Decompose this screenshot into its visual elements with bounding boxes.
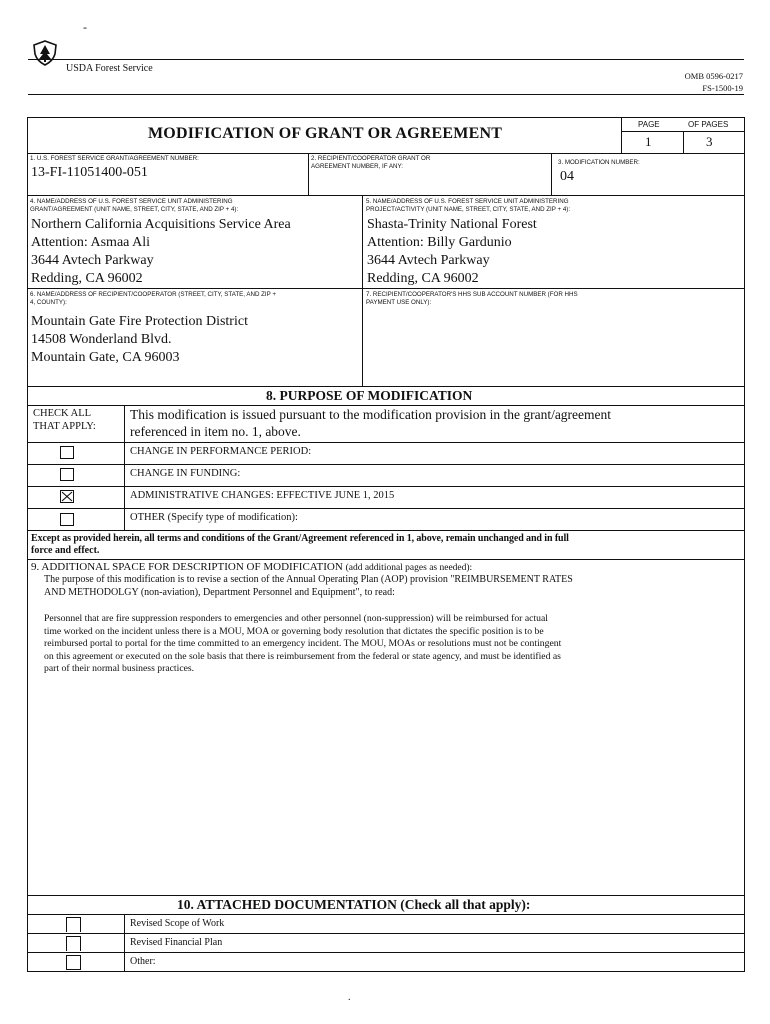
field5-label-2: PROJECT/ACTIVITY (UNIT NAME, STREET, CITY, STATE, AND ZIP + 4): — [366, 206, 571, 213]
option-administrative-changes: ADMINISTRATIVE CHANGES: EFFECTIVE JUNE 1, 2015 — [130, 490, 395, 501]
page-label: PAGE — [638, 120, 660, 129]
footer-dot: . — [348, 992, 351, 1003]
section10-title: 10. ATTACHED DOCUMENTATION (Check all that apply): — [177, 897, 531, 912]
page-number: 1 — [645, 134, 652, 149]
attachment-revised-financial: Revised Financial Plan — [130, 937, 223, 948]
fs-admin-attention: Attention: Asmaa Ali — [31, 235, 150, 250]
except-statement-1: Except as provided herein, all terms and conditions of the Grant/Agreement referenced in 1, above, remain unchanged and in full — [31, 533, 569, 544]
recipient-name: Mountain Gate Fire Protection District — [31, 314, 248, 329]
checkbox-performance-period[interactable] — [60, 446, 74, 459]
check-x-icon — [61, 491, 73, 502]
modification-number: 04 — [560, 169, 574, 184]
project-street: 3644 Avtech Parkway — [367, 253, 490, 268]
field3-label: 3. MODIFICATION NUMBER: — [558, 159, 640, 166]
project-city: Redding, CA 96002 — [367, 271, 479, 286]
field6-label-1: 6. NAME/ADDRESS OF RECIPIENT/COOPERATOR (STREET, CITY, STATE, AND ZIP + — [30, 291, 276, 298]
header-rule-top — [28, 59, 744, 60]
check-all-label-2: THAT APPLY: — [33, 421, 96, 432]
description-para1-line2: AND METHODOLGY (non-aviation), Department Personnel and Equipment", to read: — [44, 587, 395, 598]
agency-name: USDA Forest Service — [66, 63, 153, 74]
recipient-street: 14508 Wonderland Blvd. — [31, 332, 172, 347]
checkbox-other[interactable] — [60, 513, 74, 526]
checkbox-administrative-changes[interactable] — [60, 490, 74, 503]
project-unit-name: Shasta-Trinity National Forest — [367, 217, 537, 232]
checkbox-funding[interactable] — [60, 468, 74, 481]
modification-statement-1: This modification is issued pursuant to the modification provision in the grant/agreement — [130, 407, 612, 422]
field6-label-2: 4, COUNTY): — [30, 299, 67, 306]
recipient-city: Mountain Gate, CA 96003 — [31, 350, 180, 365]
field7-label-2: PAYMENT USE ONLY): — [366, 299, 432, 306]
attachment-revised-scope: Revised Scope of Work — [130, 918, 225, 929]
grant-agreement-number: 13-FI-11051400-051 — [31, 165, 148, 180]
description-para2-line4: on this agreement or executed on the sole basis that there is reimbursement from the federal or state agency, and must be identified as — [44, 650, 561, 662]
form-title: MODIFICATION OF GRANT OR AGREEMENT — [148, 125, 503, 142]
checkbox-revised-scope[interactable] — [66, 917, 81, 932]
option-funding: CHANGE IN FUNDING: — [130, 468, 241, 479]
section9-label — [31, 561, 472, 575]
description-para2-line1: Personnel that are fire suppression responders to emergencies and other personnel (non-suppression) will be reimbursed for actual — [44, 613, 548, 624]
modification-statement-2: referenced in item no. 1, above. — [130, 424, 301, 439]
of-pages-label: OF PAGES — [688, 120, 729, 129]
option-other: OTHER (Specify type of modification): — [130, 512, 298, 523]
field4-label-1: 4. NAME/ADDRESS OF U.S. FOREST SERVICE UNIT ADMINISTERING — [30, 198, 233, 205]
field1-label: 1. U.S. FOREST SERVICE GRANT/AGREEMENT NUMBER: — [30, 155, 199, 162]
fs-admin-street: 3644 Avtech Parkway — [31, 253, 154, 268]
description-para2-line2: time worked on the incident unless there is a MOU, MOA or governing body resolution that dictates the specific position is to be — [44, 625, 544, 637]
except-statement-2: force and effect. — [31, 545, 100, 556]
checkbox-revised-financial[interactable] — [66, 936, 81, 951]
dash-mark: - — [83, 20, 87, 34]
field2-label-1: 2. RECIPIENT/COOPERATOR GRANT OR — [311, 155, 431, 162]
header-rule-bottom — [28, 94, 744, 95]
field7-label-1: 7. RECIPIENT/COOPERATOR'S HHS SUB ACCOUNT NUMBER (FOR HHS — [366, 291, 578, 298]
field5-label-1: 5. NAME/ADDRESS OF U.S. FOREST SERVICE UNIT ADMINISTERING — [366, 198, 569, 205]
field2-label-2: AGREEMENT NUMBER, IF ANY: — [311, 163, 404, 170]
section9-title: 9. ADDITIONAL SPACE FOR DESCRIPTION OF MODIFICATION — [31, 561, 343, 573]
omb-number: OMB 0596-0217 — [684, 71, 743, 81]
usda-shield-icon — [32, 40, 58, 66]
fs-admin-city: Redding, CA 96002 — [31, 271, 143, 286]
project-attention: Attention: Billy Gardunio — [367, 235, 512, 250]
check-all-label-1: CHECK ALL — [33, 408, 92, 419]
option-performance-period: CHANGE IN PERFORMANCE PERIOD: — [130, 446, 312, 457]
field4-label-2: GRANT/AGREEMENT (UNIT NAME, STREET, CITY, STATE, AND ZIP + 4): — [30, 206, 239, 213]
form-number: FS-1500-19 — [702, 83, 743, 93]
description-para2-line5: part of their normal business practices. — [44, 663, 195, 675]
checkbox-other-attachment[interactable] — [66, 955, 81, 970]
attachment-other: Other: — [130, 956, 156, 967]
fs-admin-unit-name: Northern California Acquisitions Service Area — [31, 217, 291, 232]
total-pages: 3 — [706, 134, 713, 149]
description-para2 — [44, 613, 744, 676]
description-para1-line1: The purpose of this modification is to revise a section of the Annual Operating Plan (AOP) provision "REIMBURSEMENT RATES — [44, 574, 573, 585]
section8-title: 8. PURPOSE OF MODIFICATION — [266, 388, 473, 403]
description-para2-line3: reimbursed portal to portal for the time committed to an emergency incident. The MOU, MOAs or resolutions must not be contingent — [44, 638, 562, 650]
section9-note: (add additional pages as needed): — [345, 563, 473, 573]
